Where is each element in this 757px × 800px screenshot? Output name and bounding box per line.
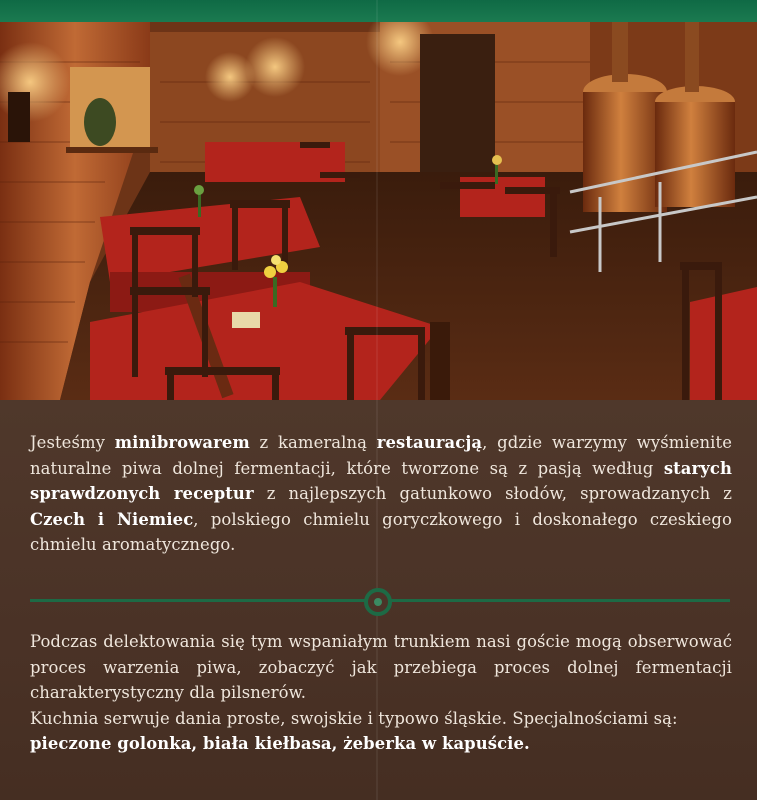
details-paragraph: [30, 629, 732, 757]
kitchen-text: Kuchnia serwuje dania proste, swojskie i typowo śląskie. Specjalnościami są:: [30, 708, 678, 728]
visit-text: Podczas delektowania się tym wspaniałym trunkiem nasi goście mogą obserwować proces warzenia piwa, zobaczyć jak przebiega proces dolnej fermentacji charakterystyczny dla pilsnerów.: [30, 632, 732, 702]
specialties-text: pieczone golonka, biała kiełbasa, żeberka w kapuście.: [30, 734, 530, 753]
intro-bold-minibrowar: minibrowarem: [114, 433, 250, 452]
divider-ornament-icon: [364, 588, 392, 616]
intro-text-2: z kameralną: [249, 433, 377, 452]
top-green-band: [0, 0, 757, 22]
intro-bold-receptury: starych sprawdzonych receptur: [30, 458, 732, 503]
intro-text-4: z najlepszych gatunkowo słodów, sprowadzanych z: [253, 484, 732, 503]
intro-bold-restauracja: restauracją: [376, 433, 483, 452]
intro-text-3: , gdzie warzymy wyśmienite naturalne piwa dolnej fermentacji, które tworzone są z pasją według: [30, 433, 732, 478]
intro-text-1: Jesteśmy: [30, 433, 115, 452]
intro-paragraph: [30, 430, 732, 558]
intro-bold-czech-niemiec: Czech i Niemiec: [30, 509, 194, 529]
restaurant-interior-photo: [0, 22, 757, 400]
intro-text-5: , polskiego chmielu goryczkowego i doskonałego czeskiego chmielu aromatycznego.: [30, 509, 732, 554]
